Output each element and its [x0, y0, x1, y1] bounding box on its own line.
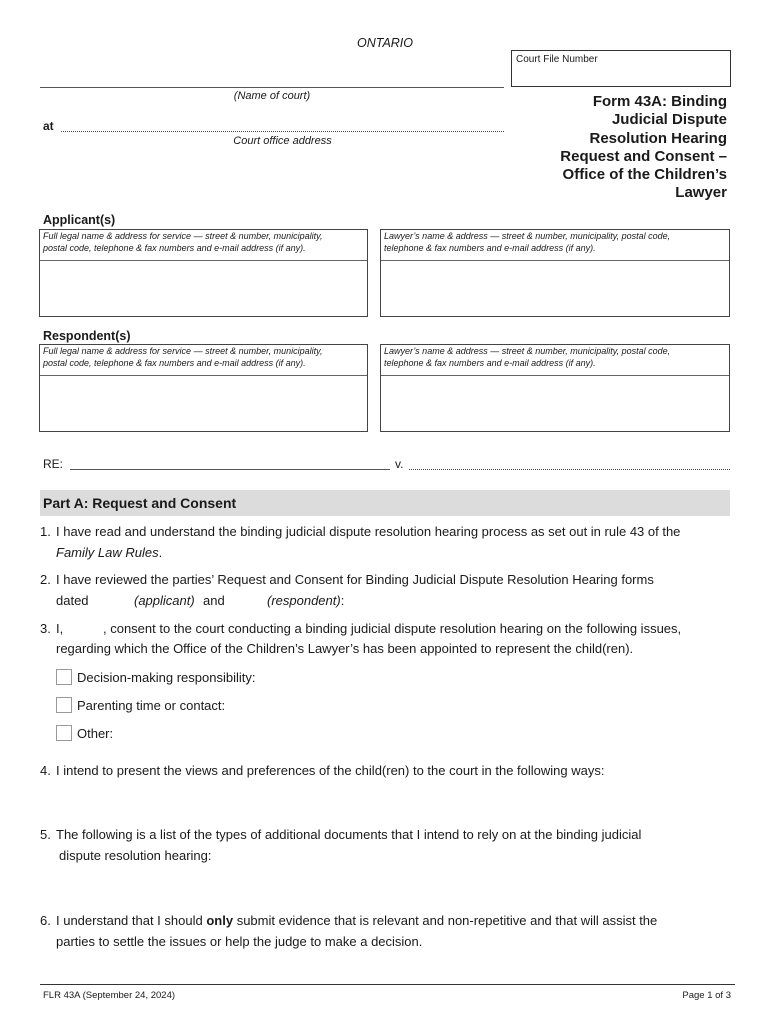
- item-1-text: I have read and understand the binding judicial dispute resolution hearing process as set out in rule 43 of the: [56, 524, 681, 539]
- item-2: [40, 570, 730, 612]
- hint-line: telephone & fax numbers and e-mail address (if any).: [384, 357, 596, 368]
- page-number: Page 1 of 3: [682, 990, 731, 1001]
- respondent-info-box[interactable]: [39, 344, 368, 432]
- form-title-line: Request and Consent –: [560, 147, 727, 165]
- parenting-time-checkbox[interactable]: [56, 697, 72, 713]
- item-6-pre: I understand that I should: [56, 913, 203, 928]
- re-label: RE:: [43, 457, 64, 471]
- item-3: [40, 619, 730, 661]
- court-file-number-field[interactable]: [511, 50, 731, 87]
- item-number: 2.: [40, 572, 51, 587]
- item-number: 3.: [40, 621, 51, 636]
- item-5: [40, 825, 730, 867]
- item-6-text-2: parties to settle the issues or help the judge to make a decision.: [56, 933, 423, 949]
- item-1: [40, 522, 730, 564]
- form-title-line: Lawyer: [675, 184, 727, 202]
- item-6-post: submit evidence that is relevant and non-repetitive and that will assist the: [236, 913, 658, 928]
- at-label: at: [43, 119, 54, 133]
- respondent-heading: Respondent(s): [43, 329, 131, 343]
- family-law-rules-ref: Family Law Rules: [56, 544, 159, 560]
- item-4: [40, 761, 730, 782]
- item-number: 5.: [40, 827, 51, 842]
- item-6-emphasis: only: [206, 913, 234, 928]
- versus-input-line[interactable]: [409, 469, 730, 470]
- respondent-date-label[interactable]: (respondent): [267, 592, 341, 608]
- court-office-address-label: Court office address: [233, 135, 332, 147]
- form-identifier: FLR 43A (September 24, 2024): [43, 990, 176, 1001]
- respondent-lawyer-box[interactable]: [380, 344, 730, 432]
- respondent-lawyer-hint: [381, 345, 729, 376]
- court-office-address-line[interactable]: [61, 131, 504, 132]
- dated-label: dated: [56, 592, 89, 608]
- i-label: I,: [56, 621, 64, 636]
- item-5-text-2: dispute resolution hearing:: [59, 847, 212, 863]
- hint-line: Full legal name & address for service — street & number, municipality,: [43, 231, 323, 241]
- respondent-info-hint: [40, 345, 367, 376]
- other-label: Other:: [77, 725, 114, 741]
- name-of-court-line[interactable]: [40, 87, 504, 88]
- item-2-text: I have reviewed the parties’ Request and Consent for Binding Judicial Dispute Resolution Hearing forms: [56, 572, 654, 587]
- hint-line: Lawyer’s name & address — street & number, municipality, postal code,: [384, 231, 671, 241]
- item-number: 4.: [40, 763, 51, 778]
- versus-label: v.: [395, 457, 404, 471]
- hint-line: postal code, telephone & fax numbers and e-mail address (if any).: [43, 357, 306, 368]
- form-title-line: Form 43A: Binding: [592, 93, 727, 110]
- item-3-text-2: regarding which the Office of the Children’s Lawyer’s has been appointed to represent the child(ren).: [56, 641, 634, 656]
- hint-line: Lawyer’s name & address — street & number, municipality, postal code,: [384, 346, 671, 356]
- form-title-line: Office of the Children’s: [562, 166, 727, 184]
- province-heading: ONTARIO: [356, 36, 414, 50]
- item-4-text: I intend to present the views and preferences of the child(ren) to the court in the following ways:: [56, 763, 605, 778]
- re-input-line[interactable]: [70, 469, 390, 470]
- applicant-info-box[interactable]: [39, 229, 368, 317]
- item-1-end: .: [158, 544, 163, 560]
- hint-line: Full legal name & address for service — street & number, municipality,: [43, 346, 323, 356]
- parenting-time-option[interactable]: [56, 696, 225, 714]
- hint-line: postal code, telephone & fax numbers and e-mail address (if any).: [43, 242, 306, 253]
- hint-line: telephone & fax numbers and e-mail address (if any).: [384, 242, 596, 253]
- and-label: and: [203, 592, 225, 608]
- decision-making-label: Decision-making responsibility:: [77, 669, 256, 685]
- applicant-lawyer-box[interactable]: [380, 229, 730, 317]
- item-number: 6.: [40, 913, 51, 928]
- item-6: [40, 911, 730, 953]
- part-a-heading: Part A: Request and Consent: [40, 490, 730, 516]
- decision-making-checkbox[interactable]: [56, 669, 72, 685]
- applicant-info-hint: [40, 230, 367, 261]
- applicant-lawyer-hint: [381, 230, 729, 261]
- court-file-number-label: Court File Number: [516, 54, 598, 65]
- item-3-text: , consent to the court conducting a binding judicial dispute resolution hearing on the following issues,: [103, 621, 682, 636]
- colon: :: [340, 592, 345, 608]
- other-checkbox[interactable]: [56, 725, 72, 741]
- parenting-time-label: Parenting time or contact:: [77, 697, 226, 713]
- item-5-text: The following is a list of the types of additional documents that I intend to rely on at the binding judicial: [56, 827, 642, 842]
- form-title: [520, 93, 727, 203]
- form-title-line: Resolution Hearing: [589, 129, 727, 147]
- applicant-heading: Applicant(s): [43, 213, 116, 227]
- other-option[interactable]: [56, 724, 113, 742]
- form-title-line: Judicial Dispute: [611, 111, 727, 129]
- item-number: 1.: [40, 524, 51, 539]
- footer-rule: [40, 984, 735, 985]
- decision-making-option[interactable]: [56, 668, 255, 686]
- applicant-date-label[interactable]: (applicant): [134, 592, 195, 608]
- name-of-court-label: (Name of court): [233, 90, 311, 102]
